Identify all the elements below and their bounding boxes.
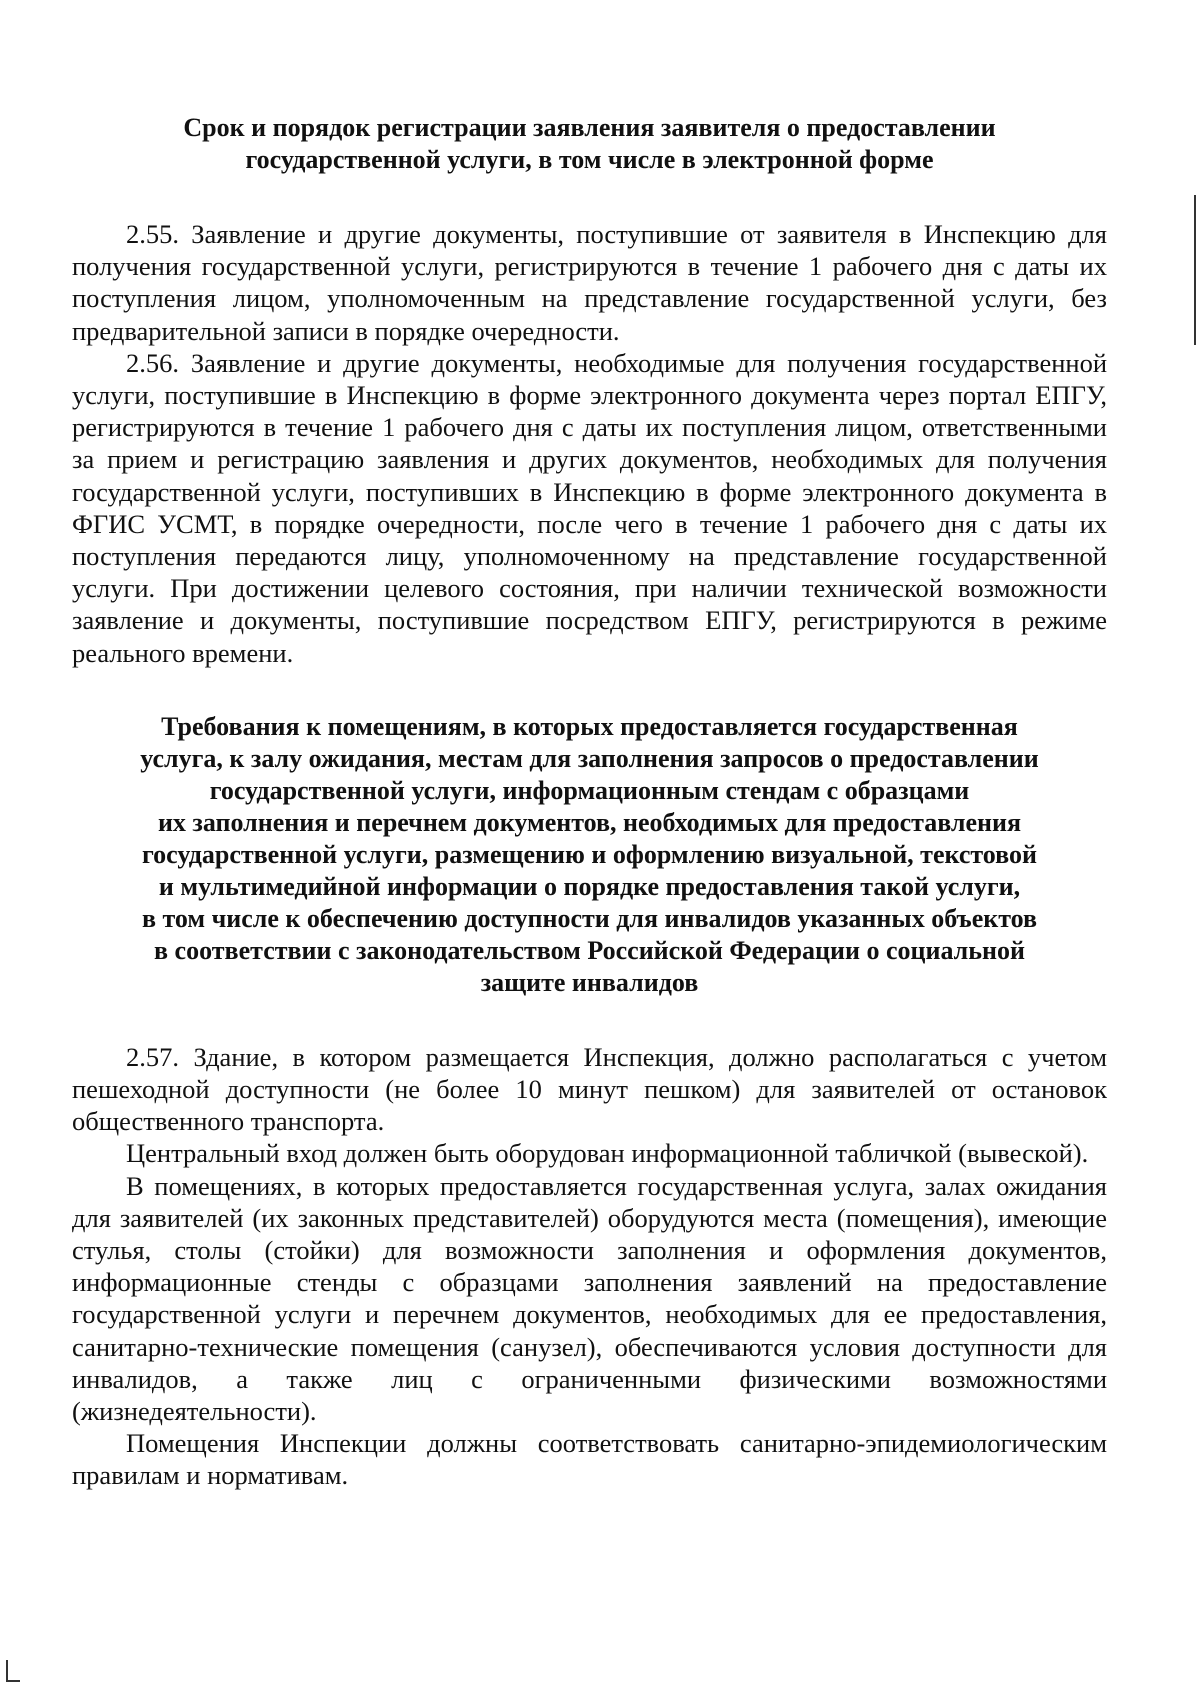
heading-line: Срок и порядок регистрации заявления заявителя о предоставлении xyxy=(183,113,996,142)
heading-line: защите инвалидов xyxy=(480,967,699,997)
paragraph-2-55: 2.55. Заявление и другие документы, поступившие от заявителя в Инспекцию для получения государственной услуги, регистрируются в течение 1 рабочего дня с даты их поступления лицом, уполномоченным на представление государственной услуги, без предварительной записи в порядке очередности. xyxy=(72,219,1107,346)
heading-line: государственной услуги, размещению и оформлению визуальной, текстовой xyxy=(141,839,1037,869)
heading-line: Требования к помещениям, в которых предоставляется государственная xyxy=(161,711,1018,741)
heading-line: их заполнения и перечнем документов, необходимых для предоставления xyxy=(157,807,1022,837)
heading-line: и мультимедийной информации о порядке предоставления такой услуги, xyxy=(158,871,1021,901)
section-heading-registration xyxy=(72,112,1107,176)
document-content xyxy=(72,112,1107,1492)
registration-section xyxy=(72,218,1107,669)
heading-line: в соответствии с законодательством Российской Федерации о социальной xyxy=(154,935,1025,965)
premises-section xyxy=(72,1041,1107,1492)
paragraph-2-57: 2.57. Здание, в котором размещается Инспекция, должно располагаться с учетом пешеходной доступности (не более 10 минут пешком) для заявителей от остановок общественного транспорта. xyxy=(72,1041,1107,1137)
section-heading-premises xyxy=(72,711,1107,999)
heading-line: услуга, к залу ожидания, местам для заполнения запросов о предоставлении xyxy=(140,743,1039,773)
scan-edge-mark xyxy=(1194,195,1196,345)
heading-line: государственной услуги, в том числе в электронной форме xyxy=(245,145,934,174)
paragraph-entrance: Центральный вход должен быть оборудован информационной табличкой (вывеской). xyxy=(126,1138,1089,1169)
scan-corner-mark xyxy=(6,1660,8,1682)
paragraph-2-56: 2.56. Заявление и другие документы, необходимые для получения государственной услуги, поступившие в Инспекцию в форме электронного документа через портал ЕПГУ, регистрируются в течение 1 рабочего дня с даты их поступления лицом, ответственными за прием и регистрацию заявления и других документов, необходимых для получения государственной услуги, поступивших в Инспекцию в форме электронного документа в ФГИС УСМТ, в порядке очередности, после чего в течение 1 рабочего дня с даты их поступления передаются лицу, уполномоченному на представление государственной услуги. При достижении целевого состояния, при наличии технической возможности заявление и документы, поступившие посредством ЕПГУ, регистрируются в режиме реального времени. xyxy=(72,347,1107,668)
paragraph-sanitary: Помещения Инспекции должны соответствовать санитарно-эпидемиологическим правилам и нормативам. xyxy=(72,1428,1107,1491)
paragraph-waiting-areas: В помещениях, в которых предоставляется государственная услуга, залах ожидания для заявителей (их законных представителей) оборудуются места (помещения), имеющие стулья, столы (стойки) для возможности заполнения и оформления документов, информационные стенды с образцами заполнения заявлений на предоставление государственной услуги и перечнем документов, необходимых для ее предоставления, санитарно-технические помещения (санузел), обеспечиваются условия доступности для инвалидов, а также лиц с ограниченными физическими возможностями (жизнедеятельности). xyxy=(72,1170,1107,1427)
heading-line: государственной услуги, информационным стендам с образцами xyxy=(209,775,970,805)
heading-line: в том числе к обеспечению доступности для инвалидов указанных объектов xyxy=(141,903,1038,933)
